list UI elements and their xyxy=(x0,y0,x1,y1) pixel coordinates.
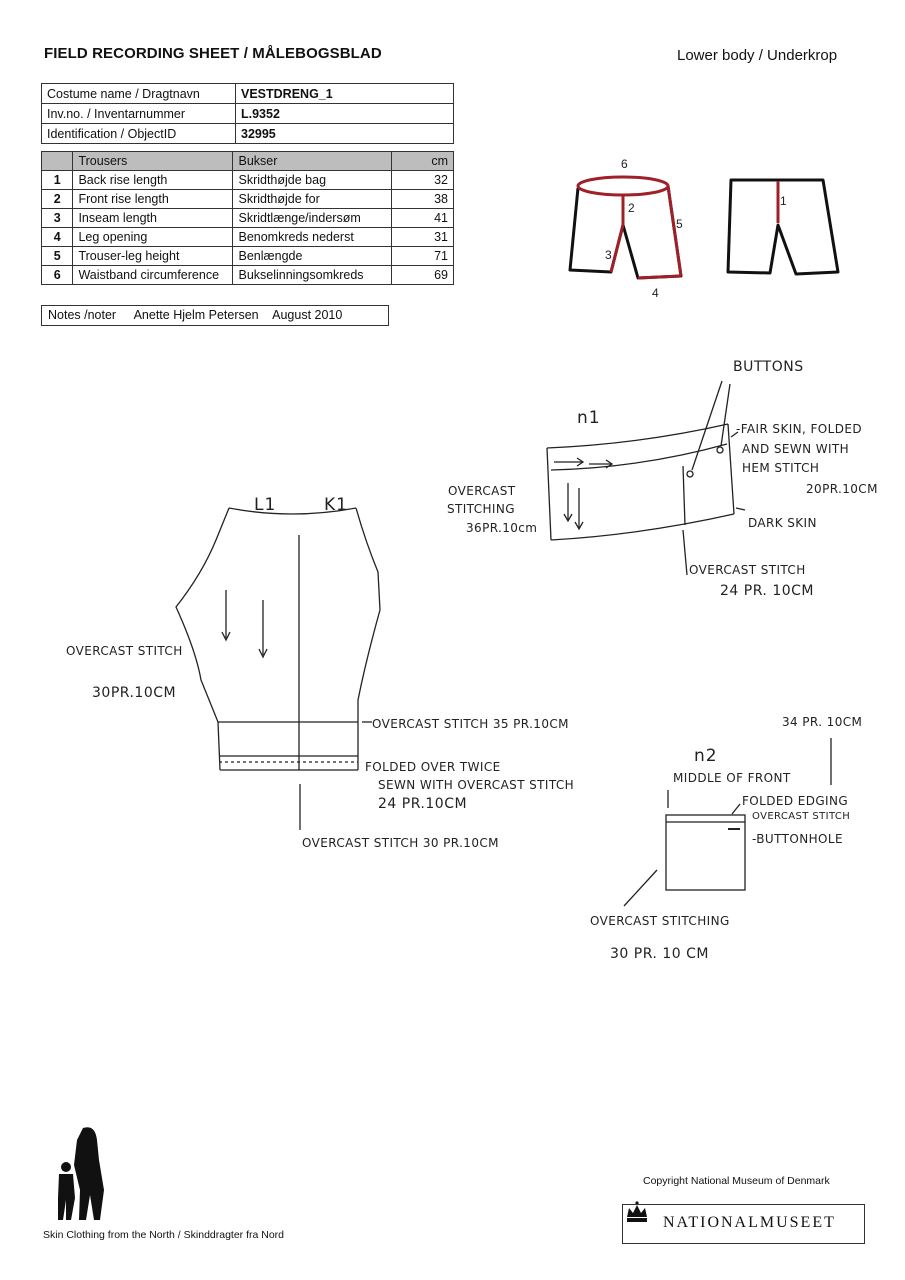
measure-label-1: 1 xyxy=(780,194,787,208)
label-dark-skin: DARK SKIN xyxy=(748,516,817,530)
label-overcast-bottom: OVERCAST STITCH 30 PR.10CM xyxy=(302,836,499,850)
id-label: Identification / ObjectID xyxy=(42,124,236,144)
notes-label: Notes /noter xyxy=(48,308,117,322)
label-fair-skin: 20PR.10CM xyxy=(806,482,878,496)
row-cm: 31 xyxy=(391,228,453,247)
row-en: Leg opening xyxy=(73,228,233,247)
costume-value: VESTDRENG_1 xyxy=(236,84,454,104)
label-overcast-stitching: 36PR.10cm xyxy=(466,521,538,535)
row-en: Back rise length xyxy=(73,171,233,190)
row-cm: 32 xyxy=(391,171,453,190)
inv-value: L.9352 xyxy=(236,104,454,124)
page-title: FIELD RECORDING SHEET / MÅLEBOGSBLAD xyxy=(44,45,382,62)
label-overcast-30: 30PR.10CM xyxy=(92,685,177,701)
measure-label-5: 5 xyxy=(676,217,683,231)
row-number: 1 xyxy=(42,171,73,190)
notes-date: August 2010 xyxy=(272,308,343,322)
measure-label-3: 3 xyxy=(605,248,612,262)
label-l1: L1 xyxy=(254,495,277,515)
row-cm: 71 xyxy=(391,247,453,266)
museum-name: NATIONALMUSEET xyxy=(663,1214,836,1231)
row-cm: 69 xyxy=(391,266,453,285)
footer-text: Skin Clothing from the North / Skinddragter fra Nord xyxy=(43,1229,285,1241)
label-middle-front: MIDDLE OF FRONT xyxy=(673,771,791,785)
museum-logo xyxy=(622,1204,865,1244)
copyright-text: Copyright National Museum of Denmark xyxy=(643,1175,830,1187)
header-da: Bukser xyxy=(233,152,391,171)
costume-label: Costume name / Dragtnavn xyxy=(42,84,236,104)
row-cm: 38 xyxy=(391,190,453,209)
header-en: Trousers xyxy=(73,152,233,171)
row-da: Bukselinningsomkreds xyxy=(233,266,391,285)
buttonhole-sketch xyxy=(624,738,831,906)
header-cm: cm xyxy=(391,152,453,171)
row-number: 4 xyxy=(42,228,73,247)
row-en: Waistband circumference xyxy=(73,266,233,285)
label-buttonhole: -BUTTONHOLE xyxy=(752,832,843,846)
measure-label-4: 4 xyxy=(652,286,659,300)
label-buttons: BUTTONS xyxy=(733,359,804,375)
row-en: Front rise length xyxy=(73,190,233,209)
measure-label-6: 6 xyxy=(621,157,628,171)
row-da: Skridtlænge/indersøm xyxy=(233,209,391,228)
row-en: Inseam length xyxy=(73,209,233,228)
leg-sketch xyxy=(176,508,380,830)
label-overcast-35: OVERCAST STITCH 35 PR.10CM xyxy=(372,717,569,731)
label-n1: n1 xyxy=(577,408,601,428)
row-number: 2 xyxy=(42,190,73,209)
measure-label-2: 2 xyxy=(628,201,635,215)
label-overcast-stitching: OVERCAST xyxy=(448,484,516,498)
row-en: Trouser-leg height xyxy=(73,247,233,266)
row-number: 3 xyxy=(42,209,73,228)
label-overcast-24: OVERCAST STITCH xyxy=(689,563,806,577)
row-da: Benlængde xyxy=(233,247,391,266)
row-number: 5 xyxy=(42,247,73,266)
row-da: Skridthøjde for xyxy=(233,190,391,209)
label-n2: n2 xyxy=(694,746,718,766)
label-fair-skin: HEM STITCH xyxy=(742,461,820,475)
label-pr34: 34 PR. 10CM xyxy=(782,715,863,729)
label-folded: FOLDED OVER TWICE xyxy=(365,760,501,774)
label-fair-skin: -FAIR SKIN, FOLDED xyxy=(736,422,862,436)
id-value: 32995 xyxy=(236,124,454,144)
row-da: Benomkreds nederst xyxy=(233,228,391,247)
row-number: 6 xyxy=(42,266,73,285)
label-overcast-30: OVERCAST STITCH xyxy=(66,644,183,658)
label-fair-skin: AND SEWN WITH xyxy=(742,442,850,456)
label-overcast-small: OVERCAST STITCH xyxy=(752,811,851,822)
label-overcast-n2: OVERCAST STITCHING xyxy=(590,914,730,928)
family-silhouette-icon xyxy=(58,1127,104,1220)
label-folded: SEWN WITH OVERCAST STITCH xyxy=(378,778,575,792)
notes-author: Anette Hjelm Petersen xyxy=(133,308,259,322)
section-title: Lower body / Underkrop xyxy=(677,47,838,64)
label-k1: K1 xyxy=(324,495,348,515)
label-folded: 24 PR.10CM xyxy=(378,796,468,812)
row-cm: 41 xyxy=(391,209,453,228)
label-folded-edging: FOLDED EDGING xyxy=(742,794,849,808)
row-da: Skridthøjde bag xyxy=(233,171,391,190)
label-overcast-n2: 30 PR. 10 CM xyxy=(610,946,709,962)
label-overcast-24: 24 PR. 10CM xyxy=(720,583,815,599)
label-overcast-stitching: STITCHING xyxy=(447,502,515,516)
front-trouser-diagram xyxy=(570,177,681,278)
inv-label: Inv.no. / Inventarnummer xyxy=(42,104,236,124)
